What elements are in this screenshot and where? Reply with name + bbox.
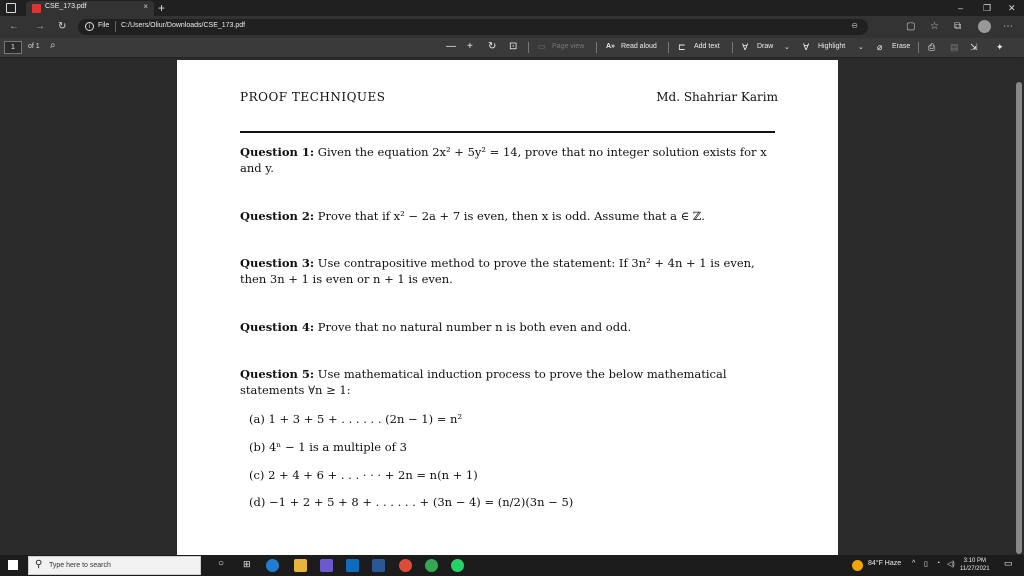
minimize-button[interactable]: – <box>958 3 964 13</box>
list-item: (d) −1 + 2 + 5 + 8 + . . . . . . + (3n − 4) = (n/2)(3n − 5) <box>249 495 574 509</box>
question-text: Prove that no natural number n is both even and odd. <box>317 320 632 334</box>
weather-text[interactable]: 84°F Haze <box>868 560 902 567</box>
wifi-icon[interactable]: ◔ <box>936 560 941 567</box>
collections-icon[interactable]: ⧉ <box>954 21 962 32</box>
volume-icon[interactable]: ◁) <box>947 561 955 568</box>
tab-strip <box>0 0 1024 16</box>
divider <box>528 42 529 53</box>
forward-button[interactable]: → <box>35 21 45 32</box>
scrollbar-thumb[interactable] <box>1016 82 1022 554</box>
eraser-icon[interactable]: ⌀ <box>877 42 883 52</box>
notifications-icon[interactable]: ▭ <box>1004 558 1013 568</box>
pdf-toolbar <box>0 38 1024 58</box>
search-icon[interactable]: ⌕ <box>50 40 56 51</box>
list-item: (c) 2 + 4 + 6 + . . . · · · + 2n = n(n + 1) <box>249 468 478 482</box>
fit-page-icon[interactable]: ⊡ <box>509 41 518 52</box>
close-window-button[interactable]: ✕ <box>1008 3 1016 13</box>
zoom-icon[interactable]: ⊖ <box>851 21 858 30</box>
add-text-icon[interactable]: ⊏ <box>678 42 686 52</box>
question-4 <box>240 319 780 335</box>
store-icon[interactable] <box>320 559 333 572</box>
tab-cse-pdf[interactable] <box>26 1 154 16</box>
question-label: Question 5: <box>240 367 315 381</box>
question-label: Question 3: <box>240 256 315 270</box>
list-item: (a) 1 + 3 + 5 + . . . . . . (2n − 1) = n² <box>249 412 463 426</box>
avatar[interactable] <box>978 20 991 33</box>
question-2 <box>240 208 780 224</box>
clock[interactable] <box>960 557 990 573</box>
task-view-icon[interactable]: ⊞ <box>243 559 251 569</box>
divider <box>918 42 919 53</box>
tab-title: CSE_173.pdf <box>45 3 87 10</box>
add-text-button[interactable]: Add text <box>694 43 720 50</box>
draw-icon[interactable]: ∀ <box>742 42 749 52</box>
question-text: Use contrapositive method to prove the statement: If 3n² + 4n + 1 is even, then 3n + 1 is even or n + 1 is even. <box>240 256 755 286</box>
address-bar-row <box>0 16 1024 38</box>
new-tab-button[interactable]: + <box>158 1 166 15</box>
page-view-icon: ▭ <box>538 42 546 51</box>
question-text: Given the equation 2x² + 5y² = 14, prove that no integer solution exists for x and y. <box>240 145 767 175</box>
page-number-input[interactable]: 1 <box>4 41 22 54</box>
page-total: of 1 <box>28 43 40 50</box>
question-text: Prove that if x² − 2a + 7 is even, then x is odd. Assume that a ∈ ℤ. <box>317 209 705 223</box>
divider <box>668 42 669 53</box>
save-as-icon[interactable]: ⇲ <box>970 42 978 52</box>
vertical-scrollbar[interactable] <box>1014 58 1024 555</box>
divider <box>732 42 733 53</box>
favorites-star-icon[interactable]: ☆ <box>930 21 939 32</box>
date-text: 11/27/2021 <box>960 566 990 572</box>
read-aloud-button[interactable]: Read aloud <box>621 43 657 50</box>
windows-start-icon[interactable] <box>8 560 18 570</box>
save-icon: ▤ <box>950 42 959 52</box>
chrome-profile-icon[interactable] <box>425 559 438 572</box>
highlight-button[interactable]: Highlight <box>818 43 846 50</box>
zoom-out-button[interactable]: — <box>446 41 456 52</box>
pdf-viewer <box>0 58 1014 555</box>
battery-icon[interactable]: ▯ <box>924 561 928 568</box>
question-label: Question 1: <box>240 145 315 159</box>
edge-icon[interactable] <box>266 559 279 572</box>
whatsapp-icon[interactable] <box>451 559 464 572</box>
tab-actions-icon[interactable] <box>6 3 16 13</box>
address-field[interactable] <box>78 19 868 35</box>
taskbar <box>0 555 1024 576</box>
cortana-icon[interactable]: ○ <box>218 558 225 569</box>
weather-icon[interactable] <box>852 560 863 571</box>
time-text: 3:10 PM <box>963 558 986 564</box>
question-label: Question 2: <box>240 209 315 223</box>
chevron-down-icon[interactable]: ⌄ <box>858 44 864 51</box>
document-title: PROOF TECHNIQUES <box>240 90 386 104</box>
info-icon[interactable]: i <box>85 22 94 31</box>
file-explorer-icon[interactable] <box>294 559 307 572</box>
scheme-label: File <box>98 22 110 29</box>
mail-icon[interactable] <box>346 559 359 572</box>
refresh-button[interactable]: ↻ <box>58 21 67 32</box>
question-1 <box>240 144 780 176</box>
search-icon: ⚲ <box>35 559 43 570</box>
erase-button[interactable]: Erase <box>892 43 911 50</box>
rotate-icon[interactable]: ↻ <box>488 41 497 52</box>
question-3 <box>240 255 780 287</box>
pin-icon[interactable]: ✦ <box>996 42 1004 52</box>
question-text: Use mathematical induction process to prove the below mathematical statements ∀n ≥ 1: <box>240 367 727 397</box>
draw-button[interactable]: Draw <box>757 43 774 50</box>
print-icon[interactable]: ⎙ <box>928 42 936 52</box>
question-5 <box>240 366 780 398</box>
pdf-file-icon <box>32 4 41 13</box>
list-item: (b) 4ⁿ − 1 is a multiple of 3 <box>249 440 407 454</box>
restore-button[interactable]: ❐ <box>983 3 992 13</box>
highlight-icon[interactable]: ∀ <box>803 42 810 52</box>
pdf-page <box>177 60 838 555</box>
header-rule <box>240 131 775 133</box>
page-view-button: Page view <box>552 43 585 50</box>
taskbar-search-input[interactable] <box>28 556 201 575</box>
search-placeholder: Type here to search <box>49 562 111 569</box>
read-aloud-icon[interactable]: A» <box>606 43 615 50</box>
divider <box>115 21 116 32</box>
read-mode-icon[interactable]: ▢ <box>906 21 916 32</box>
divider <box>596 42 597 53</box>
chevron-up-icon[interactable]: ^ <box>912 560 916 567</box>
chevron-down-icon[interactable]: ⌄ <box>784 44 790 51</box>
back-button[interactable]: ← <box>9 21 19 32</box>
zoom-in-button[interactable]: + <box>467 41 473 52</box>
tab-close-icon[interactable]: × <box>143 2 148 11</box>
word-icon[interactable] <box>372 559 385 572</box>
document-author: Md. Shahriar Karim <box>656 90 778 104</box>
url-text[interactable]: C:/Users/Oliur/Downloads/CSE_173.pdf <box>121 22 246 29</box>
question-label: Question 4: <box>240 320 315 334</box>
chrome-icon[interactable] <box>399 559 412 572</box>
more-menu-icon[interactable]: ⋯ <box>1003 21 1013 32</box>
